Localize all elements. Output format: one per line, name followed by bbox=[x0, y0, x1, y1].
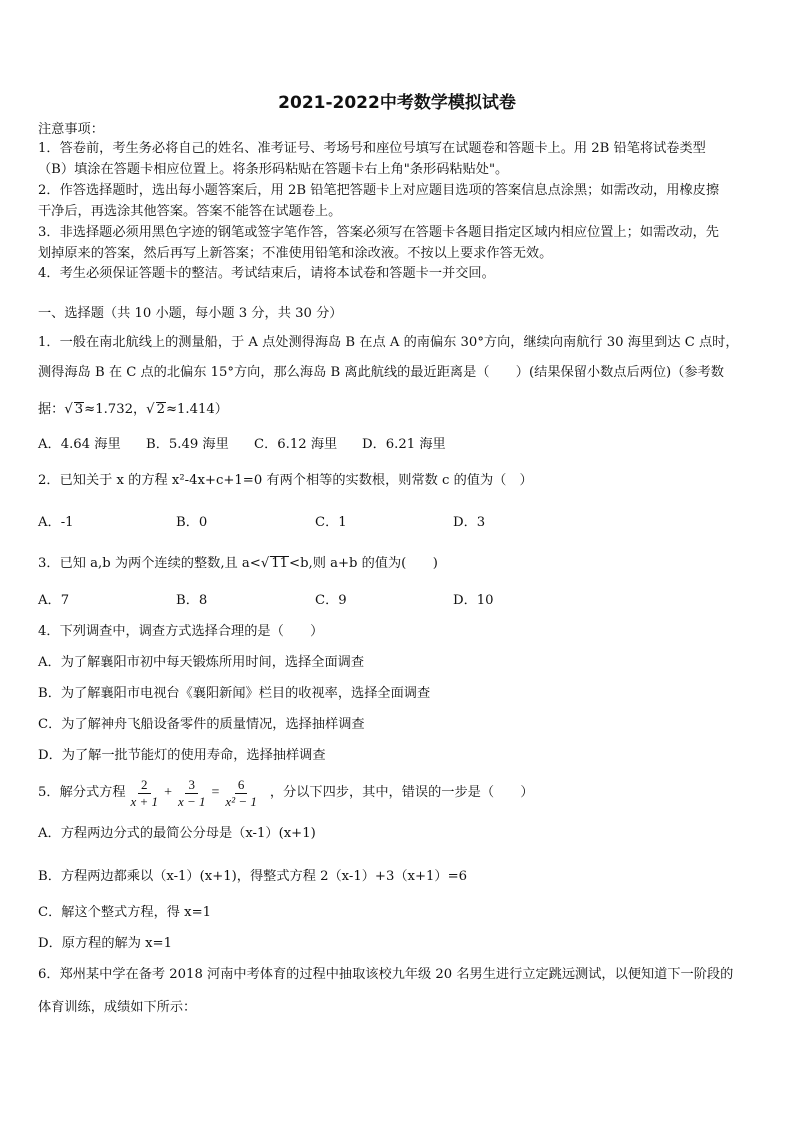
q5-equals-sign: = bbox=[211, 785, 220, 800]
notice-line-2: （B）填涂在答题卡相应位置上。将条形码粘贴在答题卡右上角"条形码粘贴处"。 bbox=[38, 162, 509, 177]
q5-option-c: C．解这个整式方程，得 x=1 bbox=[38, 905, 212, 920]
q5-stem-start: 5．解分式方程 bbox=[38, 785, 126, 800]
q1-option-d: D．6.21 海里 bbox=[362, 437, 446, 452]
q1-option-b: B．5.49 海里 bbox=[146, 437, 229, 452]
q3-stem-end: <b,则 a+b 的值为( ) bbox=[289, 556, 438, 571]
notice-line-7: 4．考生必须保证答题卡的整洁。考试结束后，请将本试卷和答题卡一并交回。 bbox=[38, 266, 495, 281]
q4-option-d: D．为了解一批节能灯的使用寿命，选择抽样调查 bbox=[38, 748, 326, 763]
page-title: 2021-2022中考数学模拟试卷 bbox=[278, 93, 516, 113]
q5-plus-sign: + bbox=[164, 785, 172, 800]
notice-line-4: 干净后，再选涂其他答案。答案不能答在试题卷上。 bbox=[38, 204, 342, 219]
section-heading: 一、选择题（共 10 小题，每小题 3 分，共 30 分） bbox=[38, 306, 343, 321]
q5-fraction-3-denominator: x² − 1 bbox=[225, 793, 257, 809]
q5-stem bbox=[38, 773, 758, 813]
q3-stem-start: 3．已知 a,b 为两个连续的整数,且 a< bbox=[38, 556, 261, 571]
q1-ref-label: 据： bbox=[38, 402, 65, 417]
q2-option-c: C．1 bbox=[315, 515, 347, 530]
notice-line-1: 1．答卷前，考生务必将自己的姓名、准考证号、考场号和座位号填写在试题卷和答题卡上。用 2B 铅笔将试卷类型 bbox=[38, 141, 706, 156]
q1-option-c: C．6.12 海里 bbox=[254, 437, 338, 452]
q5-stem-end: ，分以下四步，其中，错误的一步是（ ） bbox=[269, 785, 534, 800]
q3-option-b: B．8 bbox=[176, 593, 208, 608]
q1-ref-value-2: ≈1.414） bbox=[165, 402, 228, 417]
q4-option-c: C．为了解神舟飞船设备零件的质量情况，选择抽样调查 bbox=[38, 717, 365, 732]
q2-option-a: A．-1 bbox=[38, 515, 74, 530]
q5-fraction-1-denominator: x + 1 bbox=[130, 793, 159, 809]
q4-stem: 4．下列调查中，调查方式选择合理的是（ ） bbox=[38, 624, 324, 639]
q1-line-3 bbox=[38, 401, 758, 419]
q2-option-b: B．0 bbox=[176, 515, 208, 530]
notice-heading: 注意事项： bbox=[38, 122, 104, 137]
q5-fraction-1 bbox=[128, 777, 162, 810]
q1-line-1: 1．一般在南北航线上的测量船，于 A 点处测得海岛 B 在点 A 的南偏东 30°方向，继续向南航行 30 海里到达 C 点时， bbox=[38, 335, 739, 350]
q3-option-c: C．9 bbox=[315, 593, 347, 608]
q6-line-2: 体育训练，成绩如下所示： bbox=[38, 1000, 197, 1015]
q3-option-d: D．10 bbox=[453, 593, 494, 608]
q4-option-b: B．为了解襄阳市电视台《襄阳新闻》栏目的收视率，选择全面调查 bbox=[38, 686, 431, 701]
q1-option-a: A．4.64 海里 bbox=[38, 437, 121, 452]
q2-stem: 2．已知关于 x 的方程 x²-4x+c+1=0 有两个相等的实数根，则常数 c 的值为（ ） bbox=[38, 473, 533, 488]
q5-fraction-1-numerator: 2 bbox=[138, 777, 151, 794]
notice-line-5: 3．非选择题必须用黑色字迹的钢笔或签字笔作答，答案必须写在答题卡各题目指定区域内相应位置上；如需改动，先 bbox=[38, 225, 719, 240]
q5-option-d: D．原方程的解为 x=1 bbox=[38, 936, 172, 951]
sqrt-icon: √ bbox=[64, 402, 73, 417]
q5-option-a: A．方程两边分式的最简公分母是（x-1）(x+1) bbox=[38, 826, 316, 841]
q3-option-a: A．7 bbox=[38, 593, 70, 608]
sqrt-icon: √ bbox=[146, 402, 155, 417]
q3-stem bbox=[38, 555, 758, 573]
notice-line-3: 2．作答选择题时，选出每小题答案后，用 2B 铅笔把答题卡上对应题目选项的答案信息点涂黑；如需改动，用橡皮擦 bbox=[38, 183, 720, 198]
q5-fraction-2-numerator: 3 bbox=[185, 777, 198, 794]
q1-ref-value-1: ≈1.732， bbox=[84, 402, 147, 417]
q3-radicand: 11 bbox=[271, 556, 289, 571]
q1-line-2: 测得海岛 B 在 C 点的北偏东 15°方向，那么海岛 B 离此航线的最近距离是（ ）(结果保留小数点后两位)（参考数 bbox=[38, 365, 724, 380]
q5-fraction-3-numerator: 6 bbox=[235, 777, 248, 794]
q6-line-1: 6．郑州某中学在备考 2018 河南中考体育的过程中抽取该校九年级 20 名男生进行立定跳远测试，以便知道下一阶段的 bbox=[38, 967, 734, 982]
q5-fraction-2 bbox=[175, 777, 209, 810]
q1-radicand-2: 2 bbox=[156, 402, 165, 417]
q5-fraction-2-denominator: x − 1 bbox=[177, 793, 206, 809]
q5-fraction-3 bbox=[222, 777, 259, 810]
sqrt-icon: √ bbox=[260, 556, 270, 571]
notice-line-6: 划掉原来的答案，然后再写上新答案；不准使用铅笔和涂改液。不按以上要求作答无效。 bbox=[38, 246, 553, 261]
q2-option-d: D．3 bbox=[453, 515, 486, 530]
q4-option-a: A．为了解襄阳市初中每天锻炼所用时间，选择全面调查 bbox=[38, 655, 365, 670]
q1-radicand-3: 3 bbox=[74, 402, 84, 417]
q5-option-b: B．方程两边都乘以（x-1）(x+1)，得整式方程 2（x-1）+3（x+1）=6 bbox=[38, 869, 468, 884]
